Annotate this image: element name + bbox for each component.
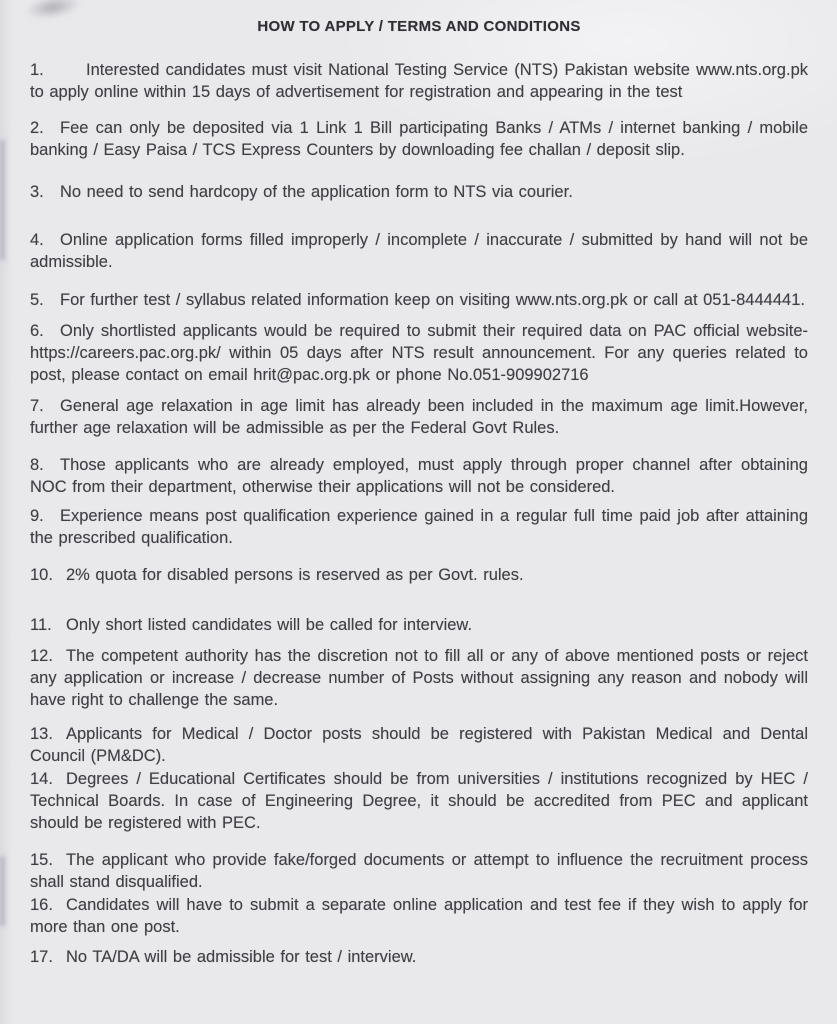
term-item-16 (30, 894, 808, 938)
term-item-11 (30, 614, 808, 636)
term-item-text: The competent authority has the discretion not to fill all or any of above mentioned posts or reject any application or increase / decrease number of Posts without assigning any reason and nobody will have right to challenge the same. (30, 647, 808, 709)
term-item-7 (30, 395, 808, 439)
term-item-number: 8. (30, 456, 44, 474)
term-item-number: 7. (30, 397, 44, 415)
scan-edge-mark (0, 856, 5, 926)
page-title: HOW TO APPLY / TERMS AND CONDITIONS (257, 18, 581, 35)
term-item-text: Applicants for Medical / Doctor posts should be registered with Pakistan Medical and Dental Council (PM&DC). (30, 725, 808, 765)
term-item-text: The applicant who provide fake/forged documents or attempt to influence the recruitment process shall stand disqualified. (30, 851, 808, 891)
term-item-13 (30, 723, 808, 767)
term-item-1 (30, 59, 808, 103)
term-item-text: No TA/DA will be admissible for test / interview. (66, 948, 417, 966)
term-item-number: 1. (30, 61, 44, 79)
term-item-number: 4. (30, 231, 44, 249)
term-item-14 (30, 768, 808, 834)
term-item-3 (30, 181, 808, 203)
term-item-number: 10. (30, 566, 53, 584)
term-item-number: 2. (30, 119, 44, 137)
term-item-text: Degrees / Educational Certificates should be from universities / institutions recognized by HEC / Technical Boards. In case of Engineering Degree, it should be accredited from PEC and applicant should be registered with PEC. (30, 770, 808, 832)
term-item-number: 16. (30, 896, 53, 914)
term-item-10 (30, 564, 808, 586)
term-item-number: 5. (30, 291, 44, 309)
term-item-text: For further test / syllabus related information keep on visiting www.nts.org.pk or call at 051-8444441. (60, 291, 805, 309)
term-item-text: No need to send hardcopy of the application form to NTS via courier. (60, 183, 573, 201)
term-item-number: 12. (30, 647, 53, 665)
term-item-4 (30, 229, 808, 273)
term-item-text: Only shortlisted applicants would be required to submit their required data on PAC official website- https://careers.pac.org.pk/ within 05 days after NTS result announcement. For any queries related to post, please contact on email hrit@pac.org.pk or phone No.051-909902716 (30, 322, 808, 384)
term-item-9 (30, 505, 808, 549)
term-item-number: 14. (30, 770, 53, 788)
term-item-text: Candidates will have to submit a separate online application and test fee if they wish to apply for more than one post. (30, 896, 808, 936)
term-item-12 (30, 645, 808, 711)
term-item-8 (30, 454, 808, 498)
term-item-number: 15. (30, 851, 53, 869)
term-item-text: Those applicants who are already employed, must apply through proper channel after obtaining NOC from their department, otherwise their applications will not be considered. (30, 456, 808, 496)
term-item-text: Experience means post qualification experience gained in a regular full time paid job after attaining the prescribed qualification. (30, 507, 808, 547)
term-item-text: 2% quota for disabled persons is reserved as per Govt. rules. (66, 566, 524, 584)
term-item-number: 17. (30, 948, 53, 966)
term-item-15 (30, 849, 808, 893)
term-item-number: 13. (30, 725, 53, 743)
term-item-number: 3. (30, 183, 44, 201)
term-item-text: Only short listed candidates will be called for interview. (66, 616, 473, 634)
term-item-number: 11. (30, 616, 52, 634)
term-item-text: Online application forms filled improperly / incomplete / inaccurate / submitted by hand will not be admissible. (30, 231, 808, 271)
term-item-number: 6. (30, 322, 44, 340)
terms-list (30, 59, 808, 968)
term-item-text: General age relaxation in age limit has already been included in the maximum age limit.However, further age relaxation will be admissible as per the Federal Govt Rules. (30, 397, 808, 437)
term-item-2 (30, 117, 808, 161)
term-item-number: 9. (30, 507, 44, 525)
term-item-text: Fee can only be deposited via 1 Link 1 Bill participating Banks / ATMs / internet banking / mobile banking / Easy Paisa / TCS Express Counters by downloading fee challan / deposit slip. (30, 119, 808, 159)
scan-edge-mark (0, 140, 5, 260)
term-item-6 (30, 320, 808, 386)
term-item-17 (30, 946, 808, 968)
term-item-text: Interested candidates must visit National Testing Service (NTS) Pakistan website www.nts.org.pk to apply online within 15 days of advertisement for registration and appearing in the test (30, 61, 808, 101)
term-item-5 (30, 289, 808, 311)
